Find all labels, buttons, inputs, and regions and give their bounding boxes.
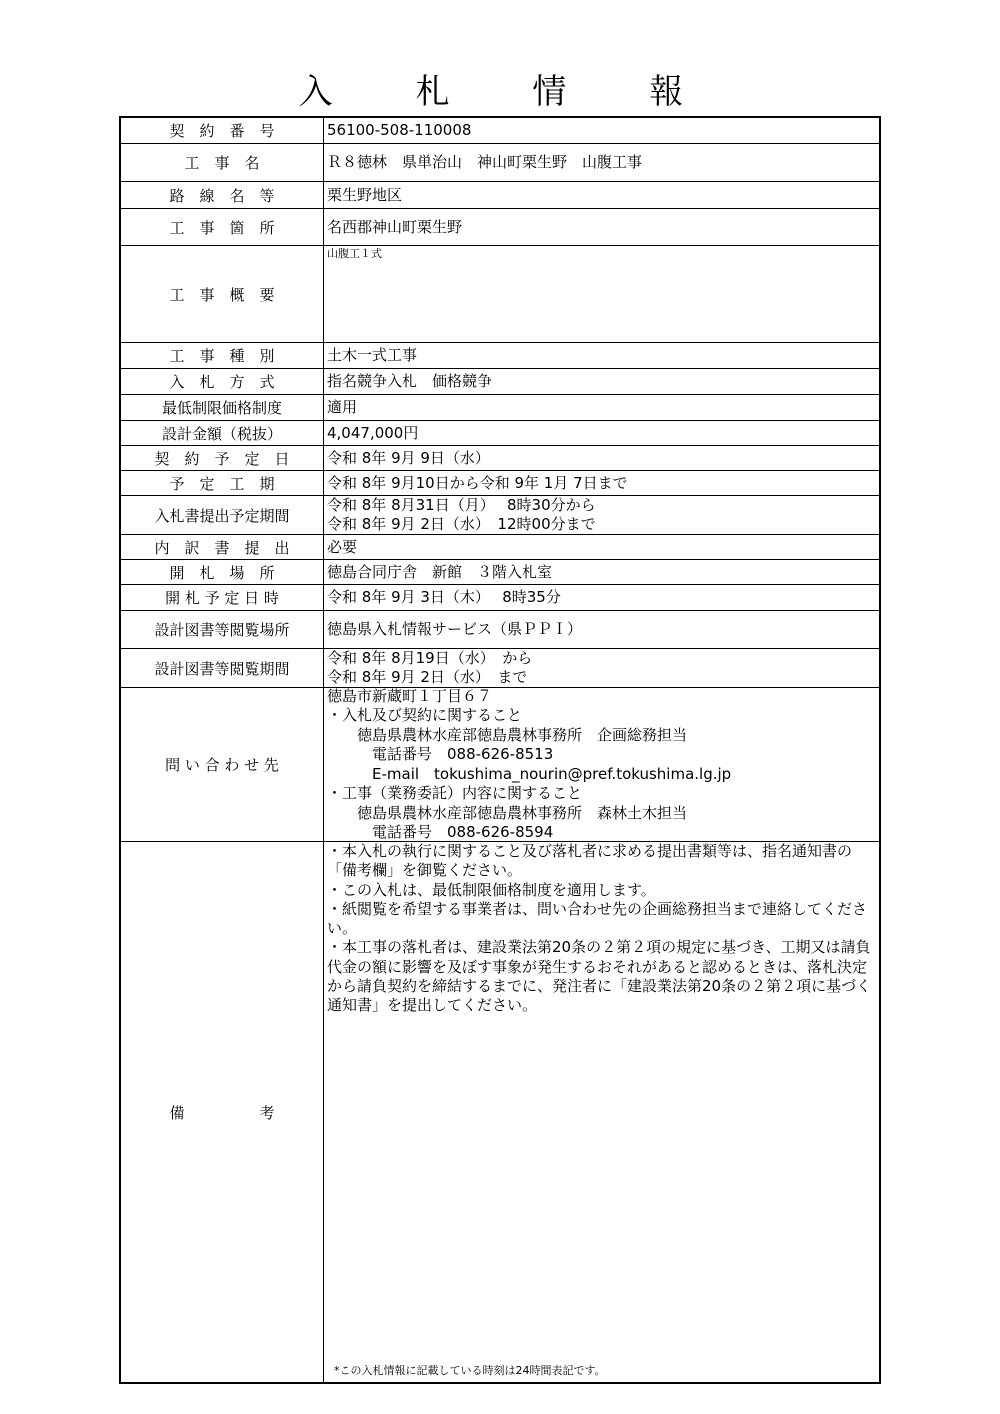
value-contract-number: 56100-508-110008: [327, 121, 472, 139]
row-planned-period: [121, 471, 879, 496]
row-opening-place: [121, 560, 879, 585]
row-design-amount: [121, 421, 879, 446]
label-breakdown-submission: 内 訳 書 提 出: [121, 535, 324, 559]
value-docs-viewing-place: 徳島県入札情報サービス（県ＰＰＩ）: [327, 620, 583, 638]
row-contact: [121, 688, 879, 842]
row-breakdown-submission: [121, 535, 879, 560]
value-contract-date: 令和 8年 9月 9日（水）: [327, 448, 490, 467]
value-route-name: 栗生野地区: [327, 185, 403, 204]
label-contract-number: 契 約 番 号: [121, 118, 324, 143]
row-docs-viewing-period: [121, 649, 879, 688]
row-docs-viewing-place: [121, 611, 879, 649]
remark-item: ・本入札の執行に関すること及び落札者に求める提出書類等は、指名通知書の「備考欄」を御覧ください。: [327, 842, 853, 880]
label-contract-date: 契 約 予 定 日: [121, 446, 324, 470]
value-project-summary: 山腹工１式: [327, 247, 382, 260]
contact-work-office: 徳島県農林水産部徳島農林事務所 森林土木担当: [327, 803, 688, 822]
value-min-price-system: 適用: [327, 398, 358, 416]
value-docs-viewing-end: 令和 8年 9月 2日（水） まで: [327, 668, 528, 686]
value-bid-submission-end: 令和 8年 9月 2日（水） 12時00分まで: [327, 515, 596, 533]
label-min-price-system: 最低制限価格制度: [121, 395, 324, 420]
value-breakdown-submission: 必要: [327, 537, 358, 556]
row-route-name: [121, 182, 879, 209]
label-design-amount: 設計金額（税抜）: [121, 421, 324, 445]
contact-bid-phone: 電話番号 088-626-8513: [327, 745, 554, 763]
row-bid-method: [121, 369, 879, 395]
bid-info-table: [119, 116, 881, 1384]
value-bid-submission-start: 令和 8年 8月31日（月） 8時30分から: [327, 496, 596, 514]
row-remarks: [121, 842, 879, 1382]
contact-bid-office: 徳島県農林水産部徳島農林事務所 企画総務担当: [327, 725, 688, 744]
value-opening-place: 徳島合同庁舎 新館 ３階入札室: [327, 562, 553, 581]
row-contract-number: [121, 118, 879, 144]
row-opening-datetime: [121, 585, 879, 611]
label-remarks: 備 考: [121, 842, 324, 1382]
remark-item: ・本工事の落札者は、建設業法第20条の２第２項の規定に基づき、工期又は請負代金の額に影響を及ぼす事象が発生するおそれがあると認めるときは、落札決定から請負契約を締結するまでに、発注者に「建設業法第20条の２第２項に基づく通知書」を提出してください。: [327, 938, 872, 1015]
row-min-price-system: [121, 395, 879, 421]
row-project-location: [121, 209, 879, 246]
label-bid-method: 入 札 方 式: [121, 369, 324, 394]
label-docs-viewing-period: 設計図書等閲覧期間: [121, 649, 324, 687]
value-design-amount: 4,047,000円: [327, 423, 419, 442]
contact-address: 徳島市新蔵町１丁目６７: [327, 686, 493, 705]
label-project-location: 工 事 箇 所: [121, 209, 324, 245]
value-project-name: Ｒ８徳林 県単治山 神山町栗生野 山腹工事: [327, 153, 643, 171]
row-contract-date: [121, 446, 879, 471]
footnote: *この入札情報に記載している時刻は24時間表記です。: [334, 1364, 606, 1377]
remark-item: ・紙閲覧を希望する事業者は、問い合わせ先の企画総務担当まで連絡してください。: [327, 899, 868, 938]
row-bid-submission-period: [121, 496, 879, 535]
page-title: 入 札 情 報: [298, 72, 720, 112]
label-opening-place: 開 札 場 所: [121, 560, 324, 584]
contact-bid-heading: ・入札及び契約に関すること: [327, 706, 523, 724]
value-docs-viewing-start: 令和 8年 8月19日（水） から: [327, 649, 533, 667]
value-bid-method: 指名競争入札 価格競争: [327, 372, 493, 390]
label-bid-submission-period: 入札書提出予定期間: [121, 496, 324, 534]
label-docs-viewing-place: 設計図書等閲覧場所: [121, 611, 324, 648]
value-project-location: 名西郡神山町栗生野: [327, 217, 463, 236]
label-opening-datetime: 開 札 予 定 日 時: [121, 585, 324, 610]
value-opening-datetime: 令和 8年 9月 3日（木） 8時35分: [327, 588, 561, 606]
label-project-name: 工 事 名: [121, 144, 324, 181]
contact-bid-email[interactable]: E-mail tokushima_nourin@pref.tokushima.lg.jp: [327, 764, 732, 783]
contact-work-phone: 電話番号 088-626-8594: [327, 823, 554, 841]
label-contact: 問 い 合 わ せ 先: [121, 688, 324, 841]
row-project-name: [121, 144, 879, 182]
remark-item: ・この入札は、最低制限価格制度を適用します。: [327, 880, 656, 899]
label-project-summary: 工 事 概 要: [121, 246, 324, 342]
label-route-name: 路 線 名 等: [121, 182, 324, 208]
label-planned-period: 予 定 工 期: [121, 471, 324, 495]
value-planned-period: 令和 8年 9月10日から令和 9年 1月 7日まで: [327, 473, 628, 492]
value-work-type: 土木一式工事: [327, 346, 418, 364]
row-work-type: [121, 343, 879, 369]
row-project-summary: [121, 246, 879, 343]
contact-work-heading: ・工事（業務委託）内容に関すること: [327, 784, 583, 802]
label-work-type: 工 事 種 別: [121, 343, 324, 368]
